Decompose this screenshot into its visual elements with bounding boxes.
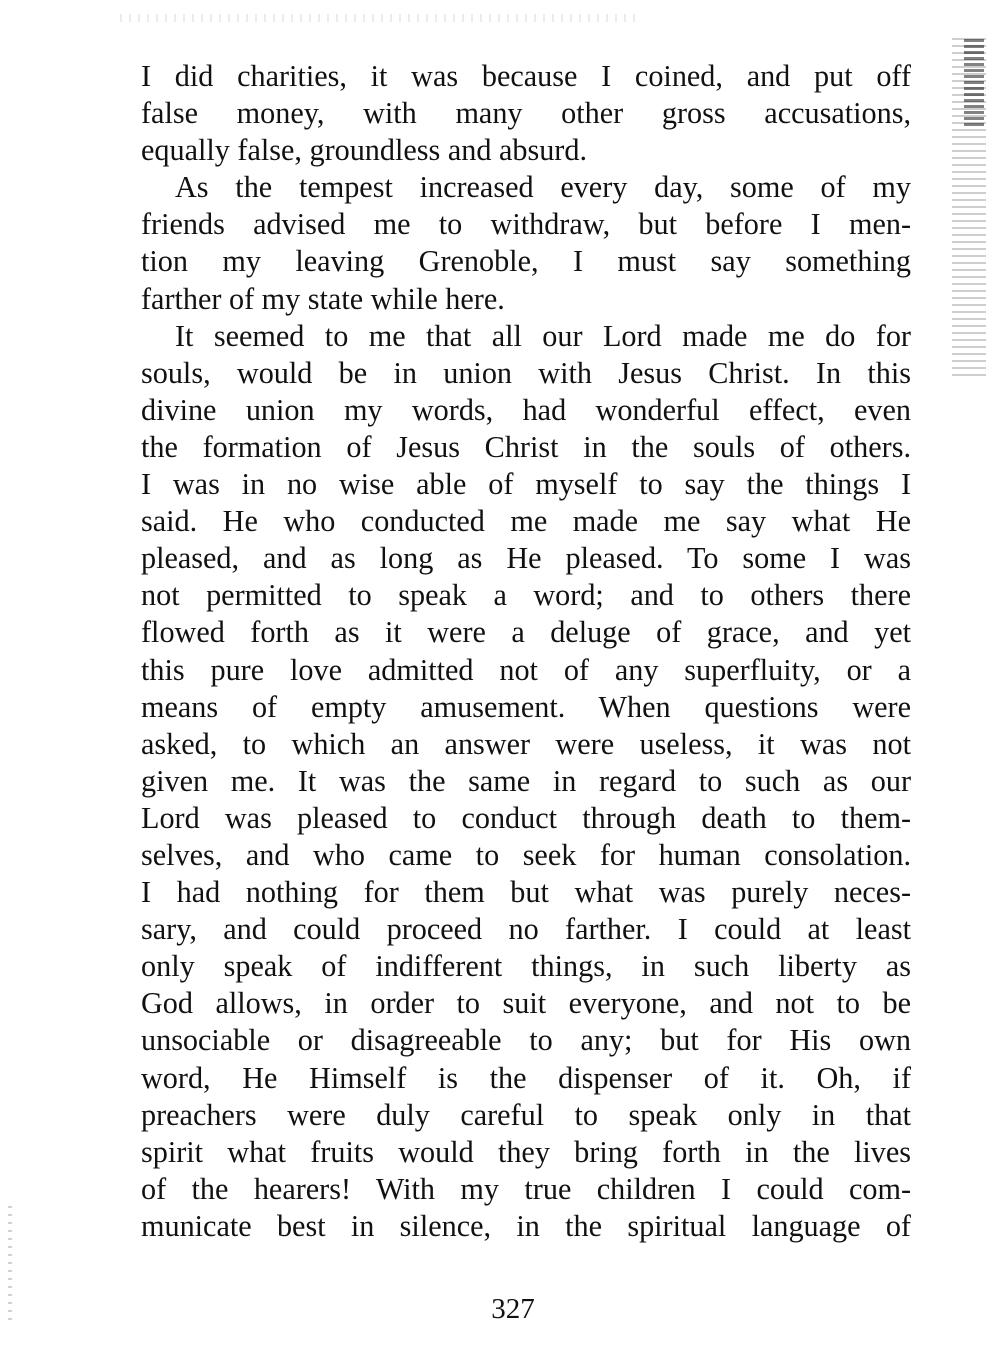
text-line: tion my leaving Grenoble, I must say something	[141, 244, 911, 279]
text-line: friends advised me to withdraw, but before I men-	[141, 207, 911, 242]
text-line: I had nothing for them but what was purely neces-	[141, 875, 911, 910]
text-line: I did charities, it was because I coined, and put off	[141, 59, 911, 93]
text-line: divine union my words, had wonderful effect, even	[141, 392, 911, 427]
scan-noise-top	[120, 14, 640, 22]
scan-noise-right-dark	[964, 36, 984, 126]
text-line: selves, and who came to seek for human consolation.	[141, 837, 911, 872]
text-line: municate best in silence, in the spiritual language of	[141, 1208, 911, 1243]
text-line: asked, to which an answer were useless, it was not	[141, 726, 911, 761]
text-line: souls, would be in union with Jesus Christ. In this	[141, 355, 911, 390]
text-line: It seemed to me that all our Lord made me do for	[175, 318, 911, 353]
text-line: As the tempest increased every day, some of my	[175, 170, 911, 205]
text-line: given me. It was the same in regard to such as our	[141, 763, 911, 798]
text-line: preachers were duly careful to speak only in that	[141, 1097, 911, 1132]
text-line: sary, and could proceed no farther. I could at least	[141, 912, 911, 947]
text-line: false money, with many other gross accusations,	[141, 96, 911, 131]
text-line: means of empty amusement. When questions were	[141, 689, 911, 724]
text-line: only speak of indifferent things, in such liberty as	[141, 949, 911, 984]
text-line: not permitted to speak a word; and to others there	[141, 578, 911, 613]
text-line: word, He Himself is the dispenser of it. Oh, if	[141, 1060, 911, 1095]
text-line: pleased, and as long as He pleased. To some I was	[141, 541, 911, 576]
text-line: I was in no wise able of myself to say the things I	[141, 467, 911, 502]
text-line: spirit what fruits would they bring forth in the lives	[141, 1134, 911, 1169]
text-line: equally false, groundless and absurd.	[141, 133, 587, 168]
text-line: God allows, in order to suit everyone, and not to be	[141, 986, 911, 1021]
page-number: 327	[491, 1293, 535, 1325]
text-line: farther of my state while here.	[141, 281, 505, 316]
text-line: unsociable or disagreeable to any; but for His own	[141, 1023, 911, 1058]
text-line: said. He who conducted me made me say what He	[141, 504, 911, 539]
body-text	[141, 58, 911, 1245]
text-line: the formation of Jesus Christ in the souls of others.	[141, 429, 911, 464]
text-line: this pure love admitted not of any superfluity, or a	[141, 652, 911, 687]
text-line: of the hearers! With my true children I could com-	[141, 1171, 911, 1206]
text-line: flowed forth as it were a deluge of grace, and yet	[141, 615, 911, 650]
text-line: Lord was pleased to conduct through death to them-	[141, 800, 911, 835]
